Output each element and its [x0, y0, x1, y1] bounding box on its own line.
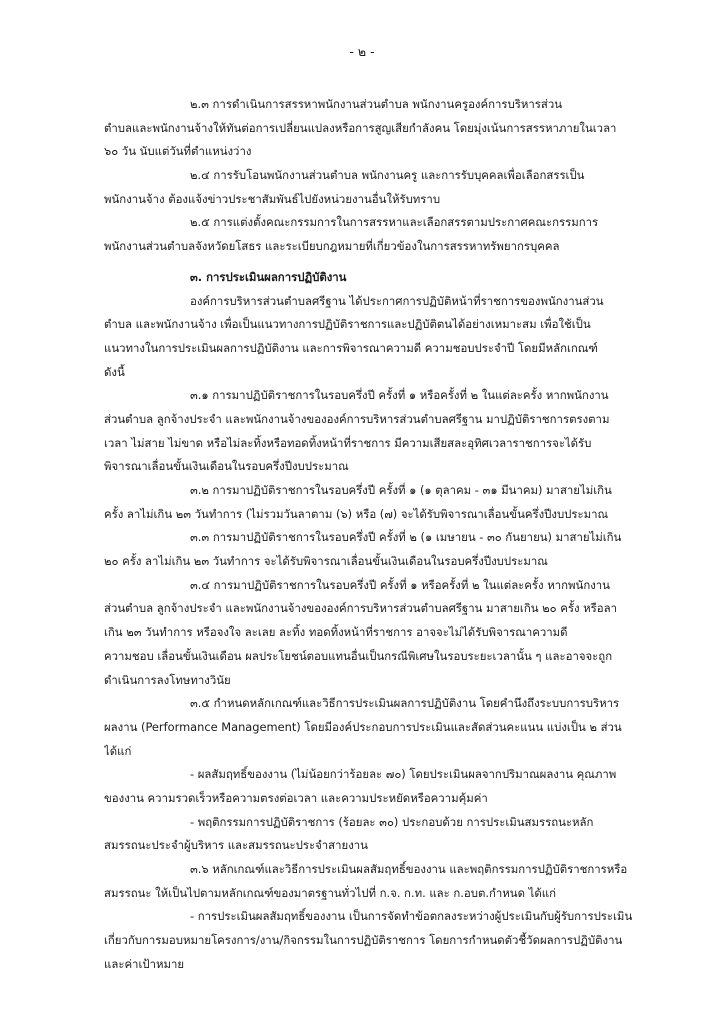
text-line: เกี่ยวกับการมอบหมายโครงการ/งาน/กิจกรรมในการปฏิบัติราชการ โดยการกำหนดตัวชี้วัดผลการปฏิบัติงาน: [104, 933, 623, 948]
text-line: ๓.๓ การมาปฏิบัติราชการในรอบครึ่งปี ครั้งที่ ๒ (๑ เมษายน - ๓๐ กันยายน) มาสายไม่เกิน: [190, 530, 622, 545]
text-line: ความชอบ เลื่อนขั้นเงินเดือน ผลประโยชน์ตอบแทนอื่นเป็นกรณีพิเศษในรอบระยะเวลานั้น ๆ และอาจจะถูก: [104, 648, 613, 663]
section-heading: ๓. การประเมินผลการปฏิบัติงาน: [190, 269, 347, 284]
text-line: ดังนี้: [104, 364, 125, 379]
text-line: ๓.๔ การมาปฏิบัติราชการในรอบครึ่งปี ครั้งที่ ๑ หรือครั้งที่ ๒ ในแต่ละครั้ง หากพนักงาน: [190, 577, 610, 592]
text-line: และค่าเป้าหมาย: [104, 956, 185, 971]
text-line: - การประเมินผลสัมฤทธิ์ของงาน เป็นการจัดทำข้อตกลงระหว่างผู้ประเมินกับผู้รับการประเมิน: [190, 909, 633, 924]
text-line: ส่วนตำบล ลูกจ้างประจำ และพนักงานจ้างขององค์การบริหารส่วนตำบลศรีฐาน มาปฏิบัติราชการตรงตาม: [104, 411, 610, 426]
text-line: ตำบลและพนักงานจ้างให้ทันต่อการเปลี่ยนแปลงหรือการสูญเสียกำลังคน โดยมุ่งเน้นการสรรหาภายในเวลา: [104, 120, 617, 135]
text-line: แนวทางในการประเมินผลการปฏิบัติงาน และการพิจารณาความดี ความชอบประจำปี โดยมีหลักเกณฑ์: [104, 340, 598, 355]
text-line: เกิน ๒๓ วันทำการ หรือจงใจ ละเลย ละทิ้ง ทอดทิ้งหน้าที่ราชการ อาจจะไม่ได้รับพิจารณาความดี: [104, 625, 568, 640]
text-line: พิจารณาเลื่อนขั้นเงินเดือนในรอบครึ่งปีงบประมาณ: [104, 459, 349, 474]
text-line: ส่วนตำบล ลูกจ้างประจำ และพนักงานจ้างขององค์การบริหารส่วนตำบลศรีฐาน มาสายเกิน ๒๐ ครั้ง หรือลา: [104, 601, 617, 616]
text-line: ๓.๑ การมาปฏิบัติราชการในรอบครึ่งปี ครั้งที่ ๑ หรือครั้งที่ ๒ ในแต่ละครั้ง หากพนักงาน: [190, 388, 609, 403]
document-body: [104, 93, 660, 976]
text-line: พนักงานจ้าง ต้องแจ้งข่าวประชาสัมพันธ์ไปยังหน่วยงานอื่นให้รับทราบ: [104, 191, 441, 206]
text-line: - ผลสัมฤทธิ์ของงาน (ไม่น้อยกว่าร้อยละ ๗๐) โดยประเมินผลจากปริมาณผลงาน คุณภาพ: [190, 767, 617, 782]
text-line: ๒๐ ครั้ง ลาไม่เกิน ๒๓ วันทำการ จะได้รับพิจารณาเลื่อนขั้นเงินเดือนในรอบครึ่งปีงบประมาณ: [104, 554, 548, 569]
text-line: ๒.๕ การแต่งตั้งคณะกรรมการในการสรรหาและเลือกสรรตามประกาศคณะกรรมการ: [190, 215, 599, 230]
text-line: - พฤติกรรมการปฏิบัติราชการ (ร้อยละ ๓๐) ประกอบด้วย การประเมินสมรรถนะหลัก: [190, 814, 594, 829]
text-line: ๖๐ วัน นับแต่วันที่ตำแหน่งว่าง: [104, 144, 252, 159]
text-line: องค์การบริหารส่วนตำบลศรีฐาน ได้ประกาศการปฏิบัติหน้าที่ราชการของพนักงานส่วน: [190, 293, 604, 308]
text-line: พนักงานส่วนตำบลจังหวัดยโสธร และระเบียบกฎหมายที่เกี่ยวข้องในการสรรหาทรัพยากรบุคคล: [104, 239, 560, 254]
text-line: ดำเนินการลงโทษทางวินัย: [104, 672, 231, 687]
text-line: ๓.๕ กำหนดหลักเกณฑ์และวิธีการประเมินผลการปฏิบัติงาน โดยคำนึงถึงระบบการบริหาร: [190, 696, 620, 711]
text-line: ๒.๓ การดำเนินการสรรหาพนักงานส่วนตำบล พนักงานครูองค์การบริหารส่วน: [190, 97, 563, 111]
text-line: ครั้ง ลาไม่เกิน ๒๓ วันทำการ (ไม่รวมวันลาตาม (๖) หรือ (๗) จะได้รับพิจารณาเลื่อนขั้นครึ่งปีงบประมาณ: [104, 506, 609, 521]
paragraph-gap: [104, 259, 660, 266]
text-line: ได้แก่: [104, 743, 132, 758]
text-line: ผลงาน (Performance Management) โดยมีองค์ประกอบการประเมินและสัดส่วนคะแนน แบ่งเป็น ๒ ส่วน: [104, 719, 622, 734]
text-line: ๒.๔ การรับโอนพนักงานส่วนตำบล พนักงานครู และการรับบุคคลเพื่อเลือกสรรเป็น: [190, 168, 585, 183]
text-line: ๓.๖ หลักเกณฑ์และวิธีการประเมินผลสัมฤทธิ์ของงาน และพฤติกรรมการปฏิบัติราชการหรือ: [190, 862, 628, 876]
text-line: สมรรถนะประจำผู้บริหาร และสมรรถนะประจำสายงาน: [104, 838, 368, 853]
text-line: ๓.๒ การมาปฏิบัติราชการในรอบครึ่งปี ครั้งที่ ๑ (๑ ตุลาคม - ๓๑ มีนาคม) มาสายไม่เกิน: [190, 483, 612, 497]
text-line: เวลา ไม่สาย ไม่ขาด หรือไม่ละทิ้งหรือทอดทิ้งหน้าที่ราชการ มีความเสียสละอุทิศเวลาราชการจะได้รับ: [104, 435, 592, 450]
text-line: ของงาน ความรวดเร็วหรือความตรงต่อเวลา และความประหยัดหรือความคุ้มค่า: [104, 790, 488, 805]
text-line: ตำบล และพนักงานจ้าง เพื่อเป็นแนวทางการปฏิบัติราชการและปฏิบัติตนได้อย่างเหมาะสม เพื่อใช้เป็น: [104, 317, 591, 332]
page-number: - ๒ -: [349, 44, 375, 59]
text-line: สมรรถนะ ให้เป็นไปตามหลักเกณฑ์ของมาตรฐานทั่วไปที่ ก.จ. ก.ท. และ ก.อบต.กำหนด ได้แก่: [104, 885, 556, 900]
